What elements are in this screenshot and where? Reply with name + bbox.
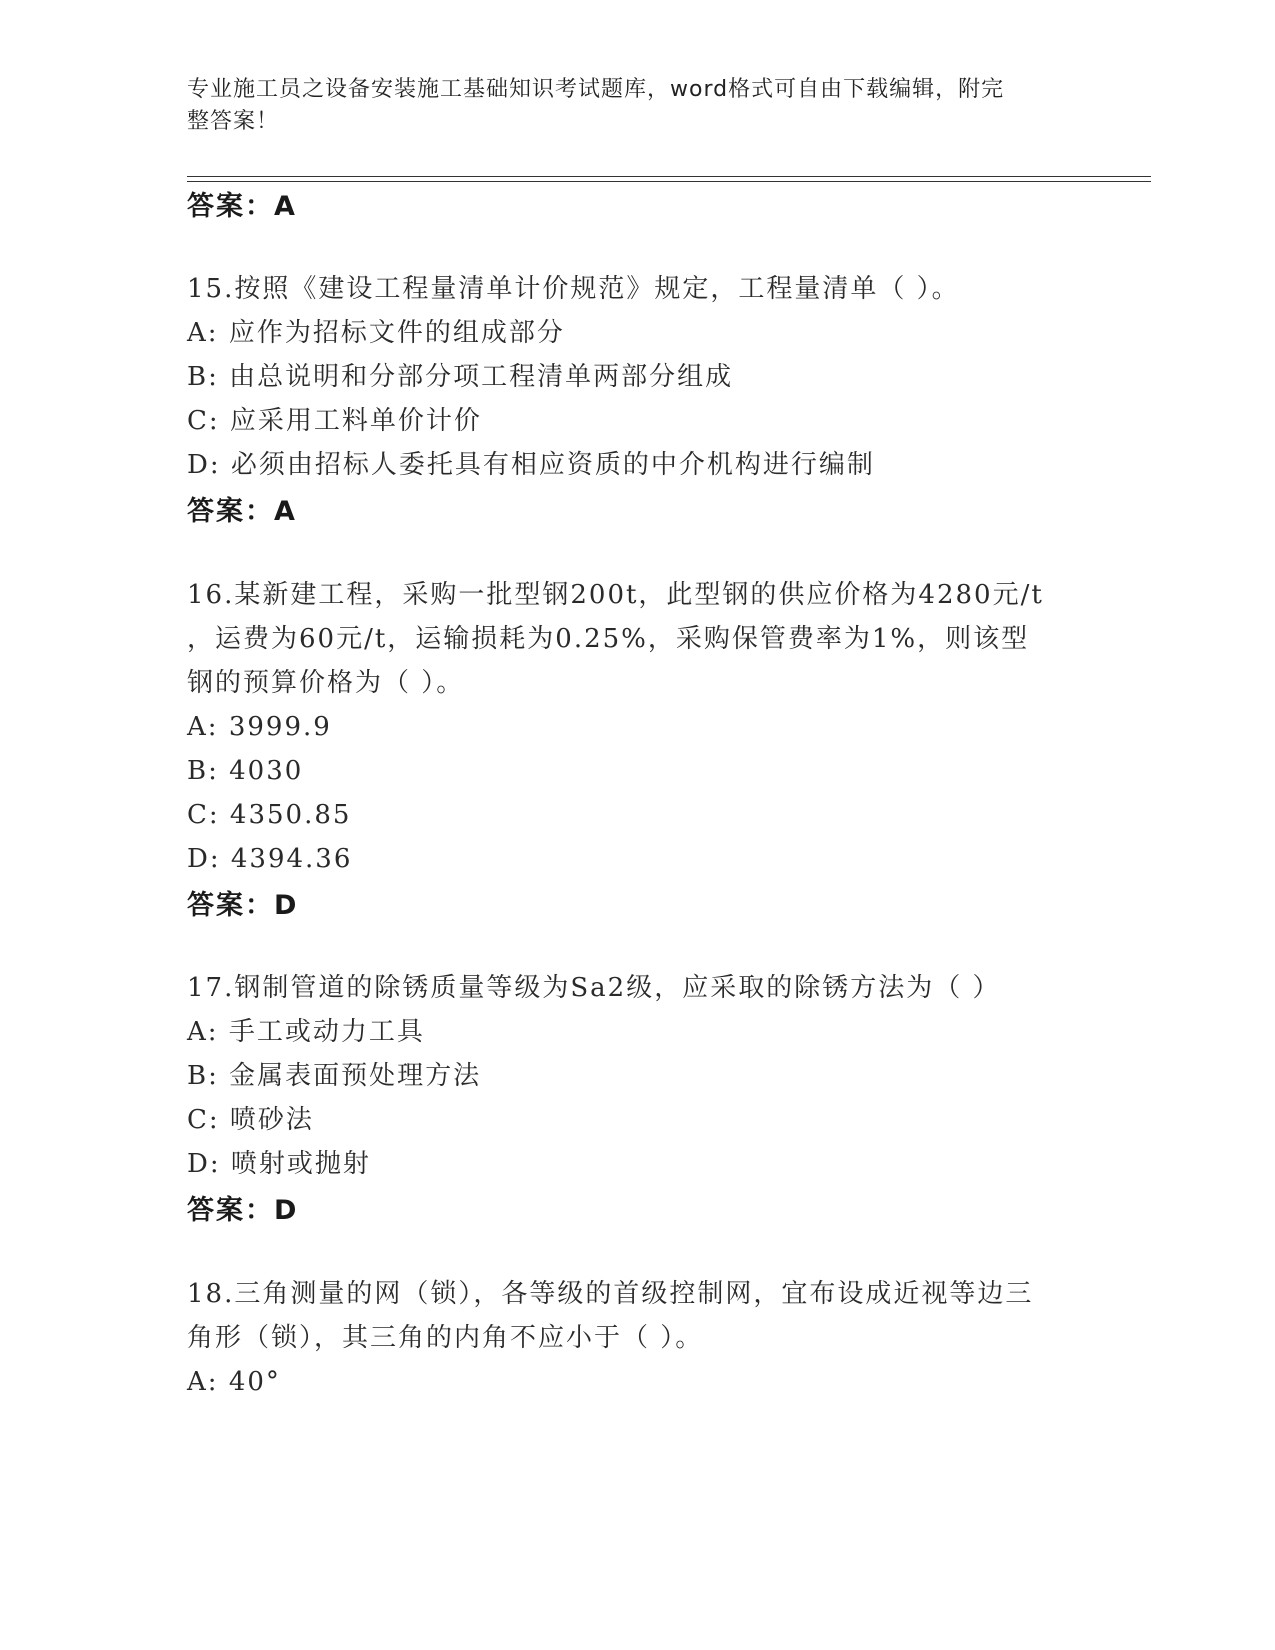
question-15-option-b [187, 355, 1067, 400]
question-15-option-c [187, 399, 1067, 444]
option-label: C: [187, 1105, 220, 1135]
option-text: 喷射或抛射 [230, 1149, 371, 1179]
option-text: 由总说明和分部分项工程清单两部分组成 [229, 362, 734, 392]
option-label: C: [187, 800, 220, 830]
option-label: D: [187, 844, 221, 874]
question-number: 17. [187, 973, 235, 1003]
header-line-2: 整答案！ [187, 109, 280, 134]
question-15-answer: 答案：A [187, 496, 297, 527]
previous-answer: 答案：A [187, 191, 297, 222]
option-label: B: [187, 756, 219, 786]
question-16-stem-line-3: 钢的预算价格为（ ）。 [187, 668, 465, 698]
question-16-stem-line-1 [187, 573, 1067, 618]
option-label: D: [187, 450, 221, 480]
question-17-option-a [187, 1010, 1067, 1055]
question-16-answer: 答案：D [187, 890, 299, 921]
question-16-option-d [187, 837, 1067, 882]
question-17-option-d [187, 1142, 1067, 1187]
question-16-stem-line-2: ，运费为60元/t，运输损耗为0.25%，采购保管费率为1%，则该型 [187, 624, 1030, 654]
question-15-stem [187, 267, 1067, 312]
question-number: 18. [187, 1279, 235, 1309]
option-label: A: [187, 1367, 219, 1397]
option-label: D: [187, 1149, 221, 1179]
question-text: 钢制管道的除锈质量等级为Sa2级，应采取的除锈方法为（ ） [234, 973, 1001, 1003]
option-text: 应作为招标文件的组成部分 [228, 318, 565, 348]
question-17-option-b [187, 1054, 1067, 1099]
option-text: 4394.36 [230, 844, 353, 874]
option-label: A: [187, 318, 219, 348]
question-18-option-a [187, 1360, 1067, 1405]
option-text: 必须由招标人委托具有相应资质的中介机构进行编制 [230, 450, 875, 480]
option-label: A: [187, 1017, 219, 1047]
option-label: C: [187, 406, 220, 436]
option-text: 3999.9 [228, 712, 332, 742]
question-17-stem [187, 966, 1067, 1011]
option-label: B: [187, 362, 219, 392]
option-label: A: [187, 712, 219, 742]
header-line-1: 专业施工员之设备安装施工基础知识考试题库，word格式可自由下载编辑，附完 [187, 77, 1005, 102]
option-text: 金属表面预处理方法 [229, 1061, 482, 1091]
question-18-stem-line-2: 角形（锁），其三角的内角不应小于（ ）。 [187, 1323, 704, 1353]
option-text: 手工或动力工具 [228, 1017, 425, 1047]
question-16-option-b [187, 749, 1067, 794]
header-divider-bottom [187, 181, 1151, 182]
question-17-option-c [187, 1098, 1067, 1143]
question-18-stem-line-1 [187, 1272, 1067, 1317]
option-text: 4030 [229, 756, 304, 786]
option-text: 4350.85 [229, 800, 352, 830]
question-16-option-a [187, 705, 1067, 750]
document-header [187, 74, 1067, 138]
option-text: 40° [228, 1367, 281, 1397]
question-text: 三角测量的网（锁），各等级的首级控制网，宜布设成近视等边三 [234, 1279, 1034, 1309]
question-16-option-c [187, 793, 1067, 838]
question-15-option-a [187, 311, 1067, 356]
option-text: 应采用工料单价计价 [229, 406, 482, 436]
header-divider-top [187, 176, 1151, 177]
question-text: 某新建工程，采购一批型钢200t，此型钢的供应价格为4280元/t [234, 580, 1044, 610]
question-text: 按照《建设工程量清单计价规范》规定，工程量清单（ ）。 [234, 274, 960, 304]
question-number: 16. [187, 580, 235, 610]
option-text: 喷砂法 [229, 1105, 314, 1135]
option-label: B: [187, 1061, 219, 1091]
question-17-answer: 答案：D [187, 1195, 299, 1226]
question-number: 15. [187, 274, 235, 304]
question-15-option-d [187, 443, 1067, 488]
